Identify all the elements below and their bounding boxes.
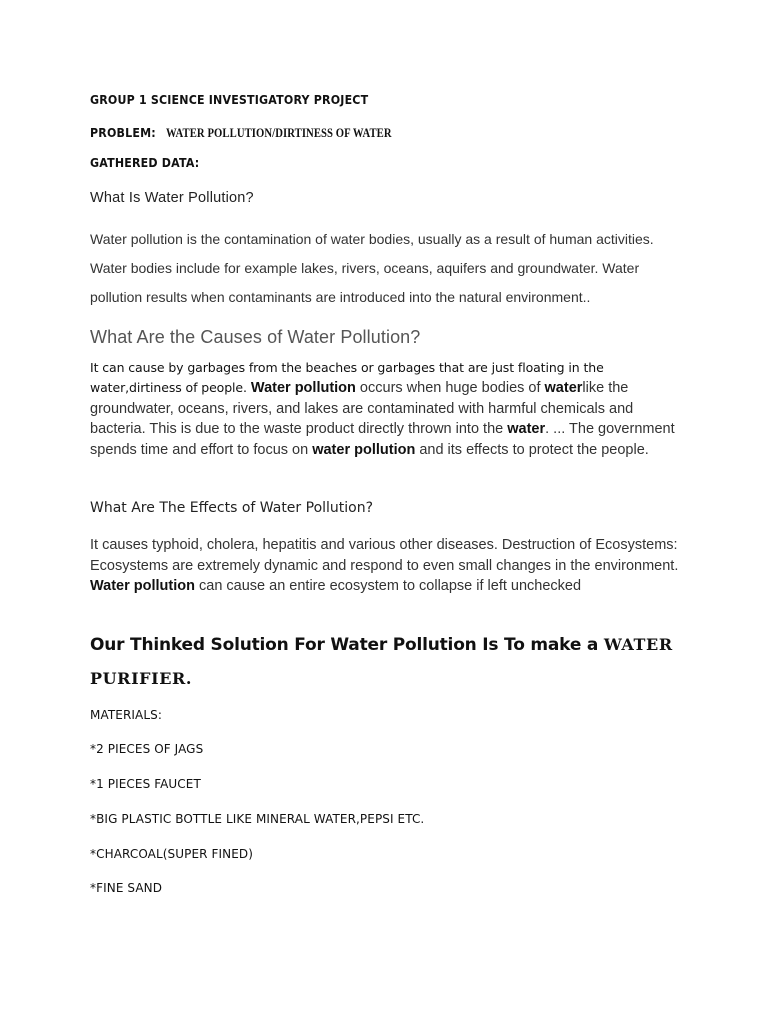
section-paragraph-what-is: [90, 225, 710, 312]
paragraph-line: Water bodies include for example lakes, rivers, oceans, aquifers and groundwater. Water: [90, 260, 640, 276]
material-item: *FINE SAND: [90, 881, 163, 895]
paragraph-text: like the groundwater, oceans, rivers, and lakes are contaminated with harmful chemicals and bacteria. This is due to the waste product directly thrown into the: [90, 380, 634, 437]
bold-text: water pollution: [312, 441, 416, 458]
bold-text: Water pollution: [250, 380, 356, 396]
material-item: *BIG PLASTIC BOTTLE LIKE MINERAL WATER,PEPSI ETC.: [90, 812, 425, 826]
causes-paragraph: [90, 378, 690, 460]
project-title: GROUP 1 SCIENCE INVESTIGATORY PROJECT: [90, 93, 369, 107]
solution-highlight: WATER: [603, 635, 673, 654]
solution-statement: [90, 628, 690, 696]
paragraph-line: Water pollution is the contamination of water bodies, usually as a result of human activities.: [90, 231, 654, 247]
paragraph-text: and its effects to protect the people.: [415, 441, 649, 458]
problem-value: WATER POLLUTION/DIRTINESS OF WATER: [166, 125, 392, 140]
section-heading-causes: What Are the Causes of Water Pollution?: [90, 327, 421, 347]
section-heading-effects: What Are The Effects of Water Pollution?: [90, 500, 374, 516]
bold-text: water: [507, 421, 546, 437]
bold-text: water: [544, 380, 583, 396]
material-item: *CHARCOAL(SUPER FINED): [90, 847, 254, 861]
paragraph-text: . ... The government spends time and effort to focus on: [90, 421, 675, 458]
material-item: *1 PIECES FAUCET: [90, 777, 201, 791]
paragraph-line: pollution results when contaminants are introduced into the natural environment..: [90, 289, 591, 305]
solution-text: Our Thinked Solution For Water Pollution Is To make a: [90, 635, 604, 655]
gathered-data-label: GATHERED DATA:: [90, 156, 200, 170]
section-heading-what-is: What Is Water Pollution?: [90, 190, 254, 206]
causes-intro-line: It can cause by garbages from the beaches or garbages that are just floating in the: [90, 360, 604, 375]
problem-line: [90, 124, 690, 142]
solution-highlight: PURIFIER.: [90, 669, 193, 688]
materials-label: MATERIALS:: [90, 708, 162, 722]
paragraph-text: occurs when huge bodies of: [355, 380, 545, 396]
material-item: *2 PIECES OF JAGS: [90, 742, 204, 756]
effects-paragraph: [90, 535, 685, 597]
problem-label: PROBLEM:: [90, 126, 156, 140]
causes-intro-line: water,dirtiness of people.: [90, 380, 247, 395]
bold-text: Water pollution: [90, 578, 195, 594]
paragraph-text: It causes typhoid, cholera, hepatitis and various other diseases. Destruction of Ecosystems: Ecosystems are extremely dynamic and respond to even small changes in the environment.: [90, 537, 679, 574]
paragraph-text: can cause an entire ecosystem to collapse if left unchecked: [194, 578, 582, 594]
